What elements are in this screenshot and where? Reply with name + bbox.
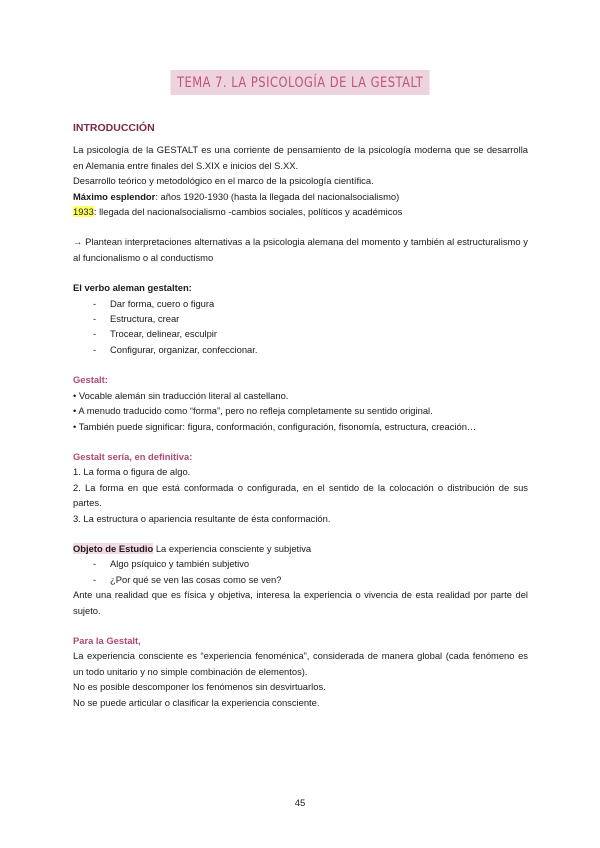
intro-paragraph-3 [73,189,528,204]
objeto-label: Objeto de Estudio [73,542,154,554]
verbo-list [73,296,528,358]
list-item: 3. La estructura o apariencia resultante de ésta conformación. [73,512,331,524]
list-item: • Vocable alemán sin traducción literal al castellano. [73,389,289,401]
intro-heading: INTRODUCCIÓN [73,122,155,134]
list-item: - Algo psíquico y también subjetivo [93,556,528,571]
maximo-esplendor-label: Máximo esplendor [73,190,156,202]
verbo-heading: El verbo aleman gestalten: [73,282,192,294]
page-number: 45 [294,798,306,809]
objeto-text: La experiencia consciente y subjetiva [153,542,312,554]
year-1933-text: : llegada del nacionalsocialismo -cambios sociales, políticos y académicos [93,206,403,218]
title-container [0,70,600,95]
intro-paragraph-2: Desarrollo teórico y metodológico en el marco de la psicología científica. [73,175,374,187]
list-item: 2. La forma en que está conformada o configurada, en el sentido de la colocación o distribución de sus partes. [73,481,528,509]
year-1933-highlight: 1933 [73,206,94,218]
list-item: • También puede significar: figura, conformación, configuración, fisonomía, estructura, creación… [73,420,477,432]
para-heading: Para la Gestalt, [73,634,141,646]
list-item: - ¿Por qué se ven las cosas como se ven? [93,572,528,587]
para-paragraph-1: La experiencia consciente es “experiencia fenoménica”, considerada de manera global (cada fenómeno es un todo unitario y no simple combinación de elementos). [73,650,528,677]
list-item: 1. La forma o figura de algo. [73,466,191,478]
content-body [73,121,528,710]
objeto-paragraph: Ante una realidad que es física y objetiva, interesa la experiencia o vivencia de esta realidad por parte del sujeto. [73,589,528,616]
gestalt-heading: Gestalt: [73,374,108,386]
intro-paragraph-1: La psicología de la GESTALT es una corriente de pensamiento de la psicología moderna que se desarrolla en Alemania entre finales del S.XIX e inicios del S.XX. [73,144,528,171]
objeto-list [73,556,528,587]
list-item: - Dar forma, cuero o figura [93,296,528,311]
list-item: - Configurar, organizar, confeccionar. [93,342,528,357]
list-item: • A menudo traducido como “forma”, pero no refleja completamente su sentido original. [73,405,433,417]
maximo-esplendor-text: : años 1920-1930 (hasta la llegada del nacionalsocialismo) [155,190,400,202]
definitiva-heading: Gestalt sería, en definitiva: [73,450,193,462]
page-title: TEMA 7. LA PSICOLOGÍA DE LA GESTALT [170,70,429,95]
objeto-line [73,541,528,556]
para-paragraph-2: No es posible descomponer los fenómenos sin desvirtuarlos. [73,681,326,693]
intro-paragraph-4 [73,204,528,219]
para-paragraph-3: No se puede articular o clasificar la experiencia consciente. [73,696,320,708]
intro-paragraph-5: → Plantean interpretaciones alternativas a la psicologia alemana del momento y también al estructuralismo y al funcionalismo o al conductismo [73,236,528,263]
list-item: - Trocear, delinear, esculpir [93,326,528,341]
list-item: - Estructura, crear [93,311,528,326]
